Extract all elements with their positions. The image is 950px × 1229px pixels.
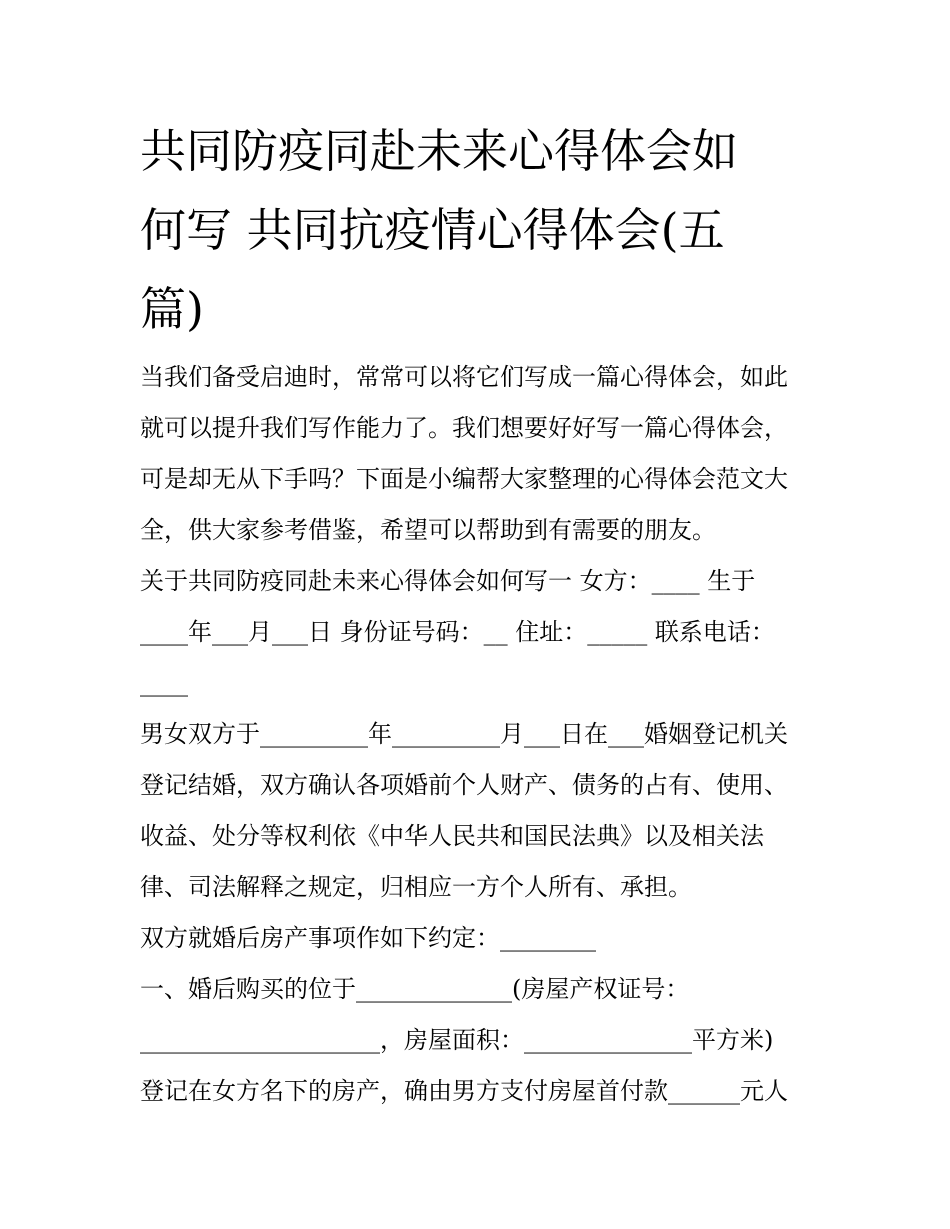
body-line: 全，供大家参考借鉴，希望可以帮助到有需要的朋友。: [140, 516, 716, 544]
body-line: 收益、处分等权利依《中华人民共和国民法典》以及相关法: [140, 822, 764, 850]
title-line-1: 共同防疫同赴未来心得体会如: [140, 124, 738, 178]
body-line: 可是却无从下手吗？下面是小编帮大家整理的心得体会范文大: [140, 465, 788, 493]
document-title: [140, 112, 820, 349]
body-line: 关于共同防疫同赴未来心得体会如何写一 女方：____ 生于: [140, 567, 756, 595]
body-line: 一、婚后购买的位于_____________(房屋产权证号：: [140, 975, 690, 1003]
body-line: 双方就婚后房产事项作如下约定：________: [140, 924, 596, 952]
body-line: ____________________，房屋面积：______________平方米): [140, 1026, 774, 1054]
title-line-2: 何写 共同抗疫情心得体会(五: [140, 203, 725, 257]
body-line: 当我们备受启迪时，常常可以将它们写成一篇心得体会，如此: [140, 363, 788, 391]
body-line: ____年___月___日 身份证号码：__ 住址：_____ 联系电话：: [140, 618, 775, 646]
body-line: 登记在女方名下的房产，确由男方支付房屋首付款______元人: [140, 1077, 788, 1105]
body-line: 律、司法解释之规定，归相应一方个人所有、承担。: [140, 873, 692, 901]
body-line: ____: [140, 669, 188, 697]
body-line: 男女双方于_________年_________月___日在___婚姻登记机关: [140, 720, 788, 748]
title-line-3: 篇): [140, 282, 204, 336]
body-line: 就可以提升我们写作能力了。我们想要好好写一篇心得体会，: [140, 414, 788, 442]
document-body: [140, 352, 830, 1117]
body-line: 登记结婚，双方确认各项婚前个人财产、债务的占有、使用、: [140, 771, 788, 799]
